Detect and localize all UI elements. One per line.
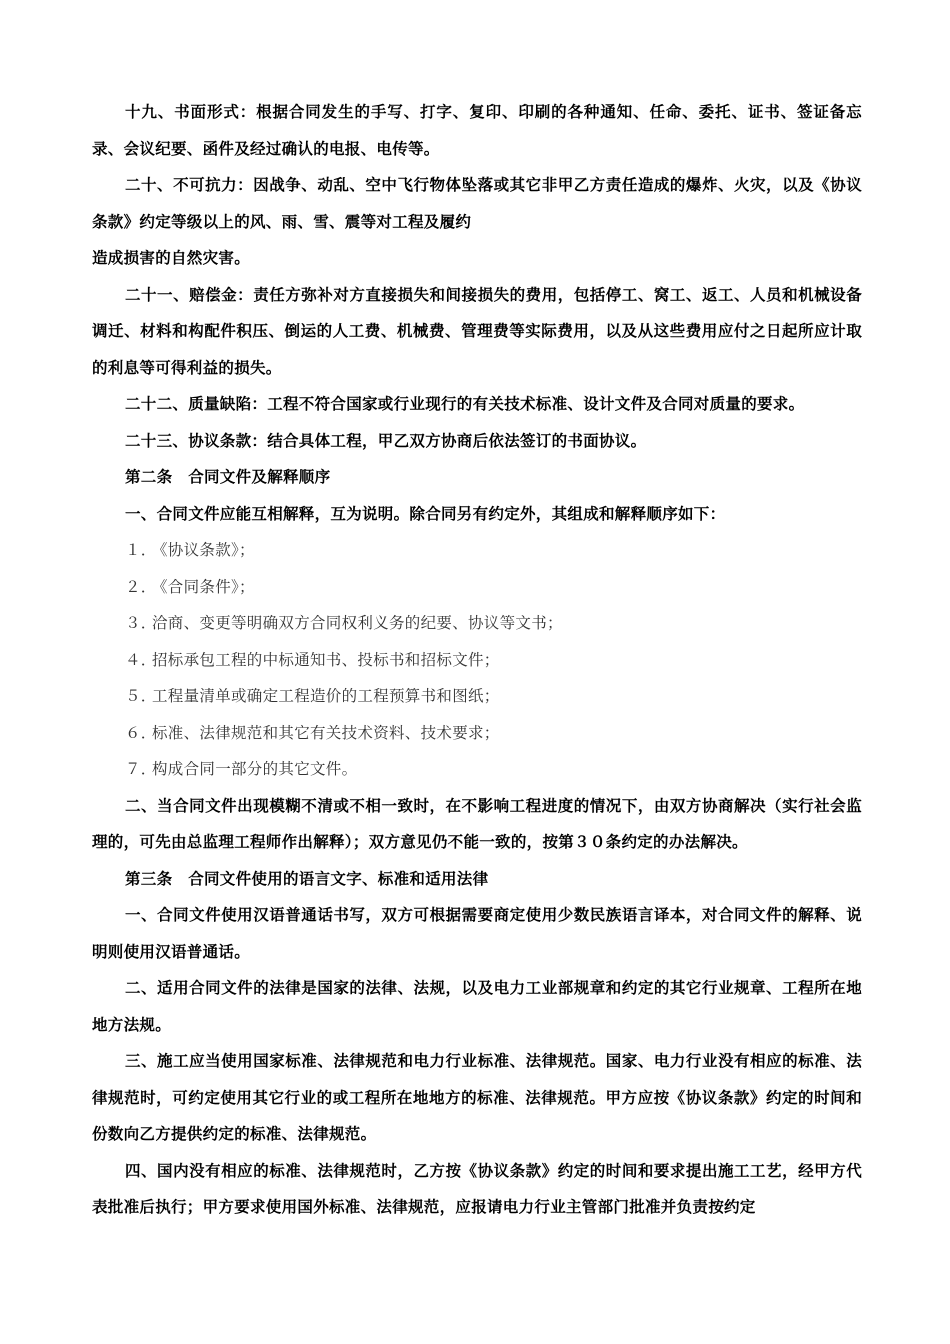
document-order-list xyxy=(92,532,862,788)
article-2-heading: 第二条 合同文件及解释顺序 xyxy=(125,467,331,486)
document-body xyxy=(92,94,862,1226)
article-3-section-3: 三、施工应当使用国家标准、法律规范和电力行业标准、法律规范。国家、电力行业没有相应的标准、法律规范时，可约定使用其它行业的或工程所在地地方的标准、法律规范。甲方应按《协议条款》约定的时间和份数向乙方提供约定的标准、法律规范。 xyxy=(92,1051,862,1143)
article-2-section-2: 二、当合同文件出现模糊不清或不相一致时，在不影响工程进度的情况下，由双方协商解决（实行社会监理的，可先由总监理工程师作出解释）；双方意见仍不能一致的，按第３０条约定的办法解决。 xyxy=(92,795,862,851)
article-3-section-2: 二、适用合同文件的法律是国家的法律、法规，以及电力工业部规章和约定的其它行业规章、工程所在地地方法规。 xyxy=(92,978,862,1034)
list-item: ６．标准、法律规范和其它有关技术资料、技术要求； xyxy=(125,723,500,742)
list-item: ７．构成合同一部分的其它文件。 xyxy=(125,760,358,778)
article-2-section-1: 一、合同文件应能互相解释，互为说明。除合同另有约定外，其组成和解释顺序如下： xyxy=(125,503,726,523)
clause-22-quality-defect: 二十二、质量缺陷：工程不符合国家或行业现行的有关技术标准、设计文件及合同对质量的要求。 xyxy=(125,394,805,413)
article-3-section-1: 一、合同文件使用汉语普通话书写，双方可根据需要商定使用少数民族语言译本，对合同文件的解释、说明则使用汉语普通话。 xyxy=(92,905,862,961)
list-item: ４．招标承包工程的中标通知书、投标书和招标文件； xyxy=(125,650,500,669)
list-item: ３．洽商、变更等明确双方合同权利义务的纪要、协议等文书； xyxy=(125,614,563,632)
clause-21-compensation: 二十一、赔偿金：责任方弥补对方直接损失和间接损失的费用，包括停工、窝工、返工、人员和机械设备调迁、材料和构配件积压、倒运的人工费、机械费、管理费等实际费用，以及从这些费用应付之日起所应计取的利息等可得利益的损失。 xyxy=(92,284,862,377)
clause-19-written-form: 十九、书面形式：根据合同发生的手写、打字、复印、印刷的各种通知、任命、委托、证书、签证备忘录、会议纪要、函件及经过确认的电报、电传等。 xyxy=(92,102,862,158)
clause-20-continuation: 造成损害的自然灾害。 xyxy=(92,248,251,267)
list-item: １．《协议条款》； xyxy=(125,541,255,559)
clause-23-agreement-terms: 二十三、协议条款：结合具体工程，甲乙双方协商后依法签订的书面协议。 xyxy=(125,430,647,450)
list-item: ２．《合同条件》； xyxy=(125,577,255,596)
list-item: ５．工程量清单或确定工程造价的工程预算书和图纸； xyxy=(125,687,500,705)
article-3-heading: 第三条 合同文件使用的语言文字、标准和适用法律 xyxy=(125,868,489,888)
clause-20-force-majeure: 二十、不可抗力：因战争、动乱、空中飞行物体坠落或其它非甲乙方责任造成的爆炸、火灾，以及《协议条款》约定等级以上的风、雨、雪、震等对工程及履约 xyxy=(92,175,862,231)
article-3-section-4: 四、国内没有相应的标准、法律规范时，乙方按《协议条款》约定的时间和要求提出施工工艺，经甲方代表批准后执行；甲方要求使用国外标准、法律规范，应报请电力行业主管部门批准并负责按约定 xyxy=(92,1160,862,1216)
